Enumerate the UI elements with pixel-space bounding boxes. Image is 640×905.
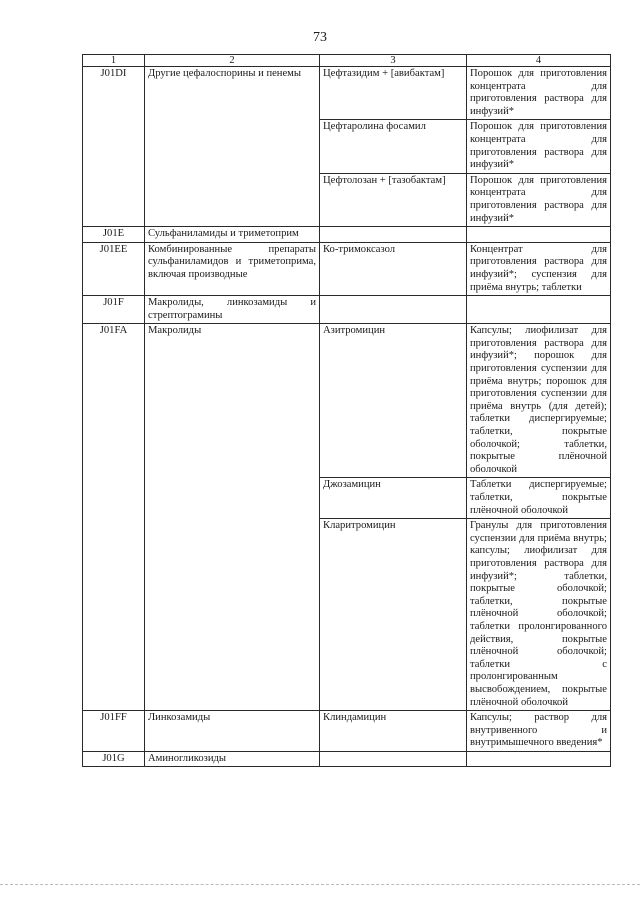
drug-name-cell: Клиндамицин (320, 711, 467, 752)
anatomical-group-cell: Другие цефалоспорины и пенемы (145, 67, 320, 227)
drug-name-cell: Джозамицин (320, 478, 467, 519)
atc-code-cell: J01G (83, 751, 145, 767)
dosage-form-cell: Концентрат для приготовления раствора для инфузий*; суспензия для приёма внутрь; таблетки (467, 242, 611, 295)
atc-code-cell: J01DI (83, 67, 145, 227)
dosage-form-cell: Таблетки диспергируемые; таблетки, покрытые плёночной оболочкой (467, 478, 611, 519)
dosage-form-cell: Гранулы для приготовления суспензии для приёма внутрь; капсулы; лиофилизат для приготовления раствора для инфузий*; таблетки, покрытые оболочкой; таблетки, покрытые плёночной оболочкой; таблетки пролонгированного действия, покрытые плёночной оболочкой; таблетки с пролонгированным высвобождением, покрытые плёночной оболочкой (467, 519, 611, 711)
dosage-form-cell: Порошок для приготовления концентрата для приготовления раствора для инфузий* (467, 173, 611, 226)
table-row (83, 242, 611, 295)
anatomical-group-cell: Макролиды (145, 324, 320, 711)
drug-name-cell: Ко-тримоксазол (320, 242, 467, 295)
drug-name-cell: Кларитромицин (320, 519, 467, 711)
drug-name-cell (320, 227, 467, 243)
atc-code-cell: J01E (83, 227, 145, 243)
drug-name-cell: Цефтолозан + [тазобактам] (320, 173, 467, 226)
drug-name-cell (320, 751, 467, 767)
drug-name-cell: Азитромицин (320, 324, 467, 478)
drug-name-cell: Цефтаролина фосамил (320, 120, 467, 173)
atc-code-cell: J01F (83, 296, 145, 324)
atc-code-cell: J01FF (83, 711, 145, 752)
anatomical-group-cell: Аминогликозиды (145, 751, 320, 767)
atc-code-cell: J01EE (83, 242, 145, 295)
atc-code-cell: J01FA (83, 324, 145, 711)
drug-name-cell: Цефтазидим + [авибактам] (320, 67, 467, 120)
dosage-form-cell (467, 296, 611, 324)
column-header: 1 (83, 55, 145, 67)
dosage-form-cell: Порошок для приготовления концентрата для приготовления раствора для инфузий* (467, 67, 611, 120)
anatomical-group-cell: Линкозамиды (145, 711, 320, 752)
page-number: 73 (313, 30, 327, 45)
table-header-row (83, 55, 611, 67)
anatomical-group-cell: Комбинированные препараты сульфаниламидов и триметоприма, включая производные (145, 242, 320, 295)
anatomical-group-cell: Сульфаниламиды и триметоприм (145, 227, 320, 243)
table-row (83, 67, 611, 120)
table-row (83, 751, 611, 767)
dosage-form-cell: Капсулы; лиофилизат для приготовления раствора для инфузий*; порошок для приготовления суспензии для приёма внутрь; порошок для приготовления суспензии для приёма внутрь (для детей); таблетки диспергируемые; таблетки, покрытые оболочкой; таблетки, покрытые плёночной оболочкой (467, 324, 611, 478)
drug-table (82, 54, 611, 767)
table-row (83, 296, 611, 324)
drug-name-cell (320, 296, 467, 324)
table-row (83, 711, 611, 752)
table-row (83, 227, 611, 243)
column-header: 4 (467, 55, 611, 67)
dosage-form-cell (467, 751, 611, 767)
dosage-form-cell (467, 227, 611, 243)
column-header: 2 (145, 55, 320, 67)
anatomical-group-cell: Макролиды, линкозамиды и стрептограмины (145, 296, 320, 324)
column-header: 3 (320, 55, 467, 67)
dosage-form-cell: Порошок для приготовления концентрата для приготовления раствора для инфузий* (467, 120, 611, 173)
dosage-form-cell: Капсулы; раствор для внутривенного и внутримышечного введения* (467, 711, 611, 752)
table-row (83, 324, 611, 478)
scan-edge-line (0, 884, 640, 889)
